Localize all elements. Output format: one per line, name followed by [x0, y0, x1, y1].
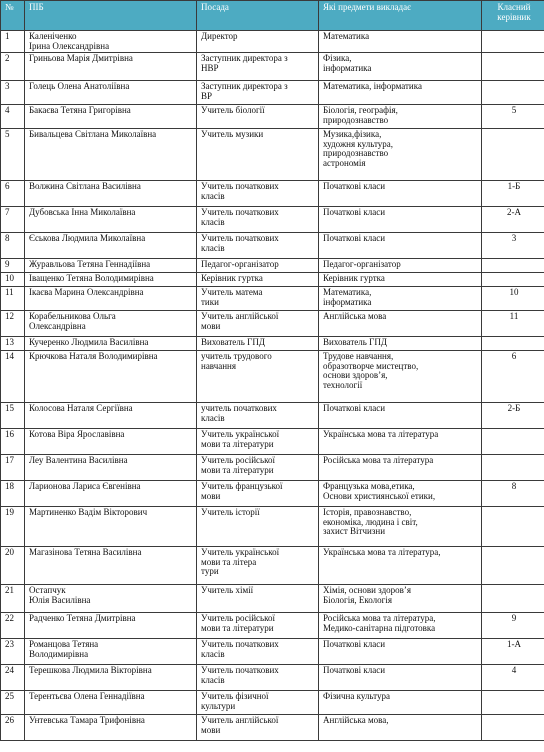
row-number: 2	[1, 53, 25, 81]
header-number: №	[1, 1, 25, 31]
teacher-subjects: Французька мова,етика, Основи християнської етики,	[319, 481, 482, 507]
teacher-position: Учитель хімії	[197, 585, 319, 613]
table-row	[1, 613, 544, 639]
teacher-name: Терешкова Людмила Вікторівна	[25, 665, 197, 691]
table-row	[1, 31, 544, 53]
teacher-position: учитель трудового навчання	[197, 351, 319, 403]
class-assignment	[482, 273, 544, 287]
teacher-position: Учитель англійської мови	[197, 715, 319, 741]
teacher-position: Учитель фізичної культури	[197, 691, 319, 715]
class-assignment	[482, 715, 544, 741]
teacher-name: Каленіченко Ірина Олександрівна	[25, 31, 197, 53]
class-assignment: 4	[482, 665, 544, 691]
teacher-subjects: Англійська мова	[319, 311, 482, 337]
teacher-position: Учитель початкових класів	[197, 639, 319, 665]
row-number: 14	[1, 351, 25, 403]
teacher-position: Учитель початкових класів	[197, 665, 319, 691]
table-row	[1, 481, 544, 507]
table-row	[1, 547, 544, 585]
table-row	[1, 715, 544, 741]
table-row	[1, 691, 544, 715]
teacher-position: Учитель французької мови	[197, 481, 319, 507]
row-number: 10	[1, 273, 25, 287]
teacher-name: Остапчук Юлія Василівна	[25, 585, 197, 613]
row-number: 11	[1, 287, 25, 311]
teacher-position: Учитель початкових класів	[197, 207, 319, 233]
header-subjects: Які предмети викладає	[319, 1, 482, 31]
row-number: 25	[1, 691, 25, 715]
teacher-name: Ікаєва Марина Олександрівна	[25, 287, 197, 311]
teacher-subjects: Керівник гуртка	[319, 273, 482, 287]
teacher-name: Радченко Тетяна Дмитрівна	[25, 613, 197, 639]
teacher-name: Журавльова Тетяна Геннадіївна	[25, 259, 197, 273]
row-number: 23	[1, 639, 25, 665]
table-row	[1, 53, 544, 81]
row-number: 26	[1, 715, 25, 741]
table-row	[1, 665, 544, 691]
teacher-name: Мартиненко Вадім Вікторович	[25, 507, 197, 547]
teacher-subjects: Математика, інформатика	[319, 81, 482, 105]
row-number: 6	[1, 181, 25, 207]
teacher-name: Іващенко Тетяна Володимирівна	[25, 273, 197, 287]
teacher-position: Заступник директора з НВР	[197, 53, 319, 81]
class-assignment	[482, 429, 544, 455]
table-row	[1, 105, 544, 129]
table-header	[1, 1, 544, 31]
class-assignment: 1-Б	[482, 181, 544, 207]
teacher-subjects: Математика, інформатика	[319, 287, 482, 311]
teacher-name: Гриньова Марія Дмитрівна	[25, 53, 197, 81]
table-row	[1, 429, 544, 455]
class-assignment: 1-А	[482, 639, 544, 665]
teacher-name: Леу Валентина Василівна	[25, 455, 197, 481]
teacher-name: Ларионова Лариса Євгенівна	[25, 481, 197, 507]
teacher-position: Учитель української мови та літера тури	[197, 547, 319, 585]
teacher-subjects: Російська мова та література	[319, 455, 482, 481]
teacher-name: Крючкова Наталя Володимирівна	[25, 351, 197, 403]
table-row	[1, 507, 544, 547]
teacher-subjects: Українська мова та література,	[319, 547, 482, 585]
row-number: 9	[1, 259, 25, 273]
class-assignment	[482, 455, 544, 481]
teacher-name: Колосова Наталя Сергіївна	[25, 403, 197, 429]
teacher-subjects: Початкові класи	[319, 665, 482, 691]
table-row	[1, 181, 544, 207]
class-assignment: 2-А	[482, 207, 544, 233]
teacher-name: Бакаєва Тетяна Григорівна	[25, 105, 197, 129]
class-assignment: 8	[482, 481, 544, 507]
class-assignment	[482, 31, 544, 53]
class-assignment	[482, 507, 544, 547]
teacher-subjects: Вихователь ГПД	[319, 337, 482, 351]
row-number: 3	[1, 81, 25, 105]
row-number: 19	[1, 507, 25, 547]
row-number: 12	[1, 311, 25, 337]
class-assignment: 6	[482, 351, 544, 403]
row-number: 16	[1, 429, 25, 455]
teacher-position: Учитель англійської мови	[197, 311, 319, 337]
teacher-position: Учитель початкових класів	[197, 181, 319, 207]
teacher-name: Бивальцева Світлана Миколаївна	[25, 129, 197, 181]
teacher-subjects: Англійська мова,	[319, 715, 482, 741]
class-assignment	[482, 81, 544, 105]
teacher-name: Єськова Людмила Миколаївна	[25, 233, 197, 259]
table-row	[1, 129, 544, 181]
teacher-position: Учитель біології	[197, 105, 319, 129]
table-row	[1, 455, 544, 481]
row-number: 13	[1, 337, 25, 351]
teacher-name: Кучеренко Людмила Василівна	[25, 337, 197, 351]
teacher-subjects: Трудове навчання, образотворче мистецтво, основи здоров’я, технології	[319, 351, 482, 403]
class-assignment: 3	[482, 233, 544, 259]
row-number: 18	[1, 481, 25, 507]
table-row	[1, 311, 544, 337]
class-assignment: 11	[482, 311, 544, 337]
teacher-name: Романцова Тетяна Володимирівна	[25, 639, 197, 665]
teacher-position: Учитель української мови та літератури	[197, 429, 319, 455]
header-name: ПІБ	[25, 1, 197, 31]
row-number: 21	[1, 585, 25, 613]
teacher-subjects: Українська мова та література	[319, 429, 482, 455]
teacher-name: Корабельникова Ольга Олександрівна	[25, 311, 197, 337]
table-row	[1, 585, 544, 613]
teacher-name: Волжина Світлана Василівна	[25, 181, 197, 207]
teacher-name: Котова Віра Ярославівна	[25, 429, 197, 455]
teacher-name: Унтевська Тамара Трифонівна	[25, 715, 197, 741]
class-assignment	[482, 129, 544, 181]
table-row	[1, 403, 544, 429]
teacher-subjects: Математика	[319, 31, 482, 53]
table-row	[1, 337, 544, 351]
class-assignment	[482, 337, 544, 351]
teacher-position: Учитель російської мови та літератури	[197, 455, 319, 481]
table-row	[1, 233, 544, 259]
table-row	[1, 287, 544, 311]
header-class-teacher: Класний керівник	[482, 1, 544, 31]
header-position: Посада	[197, 1, 319, 31]
class-assignment: 5	[482, 105, 544, 129]
table-row	[1, 81, 544, 105]
teacher-position: Заступник директора з ВР	[197, 81, 319, 105]
row-number: 8	[1, 233, 25, 259]
teacher-position: Директор	[197, 31, 319, 53]
teacher-name: Терентьєва Олена Геннадіївна	[25, 691, 197, 715]
class-assignment	[482, 53, 544, 81]
teacher-position: Учитель матема тики	[197, 287, 319, 311]
row-number: 15	[1, 403, 25, 429]
table-row	[1, 639, 544, 665]
teacher-position: Учитель історії	[197, 507, 319, 547]
teacher-position: Керівник гуртка	[197, 273, 319, 287]
table-row	[1, 259, 544, 273]
teacher-position: Учитель музики	[197, 129, 319, 181]
teacher-subjects: Фізика, інформатика	[319, 53, 482, 81]
teacher-subjects: Фізична культура	[319, 691, 482, 715]
teacher-subjects: Початкові класи	[319, 403, 482, 429]
teacher-subjects: Початкові класи	[319, 639, 482, 665]
teacher-subjects: Російська мова та література, Медико-санітарна підготовка	[319, 613, 482, 639]
table-row	[1, 207, 544, 233]
teacher-subjects: Біологія, географія, природознавство	[319, 105, 482, 129]
class-assignment: 10	[482, 287, 544, 311]
teacher-position: учитель початкових класів	[197, 403, 319, 429]
teacher-name: Магазінова Тетяна Василівна	[25, 547, 197, 585]
table-body	[1, 31, 544, 741]
teacher-subjects: Хімія, основи здоров’я Біологія, Екологія	[319, 585, 482, 613]
row-number: 20	[1, 547, 25, 585]
teacher-subjects: Музика,фізика, художня культура, природознавство астрономія	[319, 129, 482, 181]
teacher-subjects: Історія, правознавство, економіка, людина і світ, захист Вітчизни	[319, 507, 482, 547]
teacher-subjects: Педагог-організатор	[319, 259, 482, 273]
class-assignment	[482, 691, 544, 715]
teacher-subjects: Початкові класи	[319, 207, 482, 233]
teacher-position: Учитель початкових класів	[197, 233, 319, 259]
class-assignment	[482, 259, 544, 273]
row-number: 4	[1, 105, 25, 129]
class-assignment	[482, 585, 544, 613]
row-number: 24	[1, 665, 25, 691]
teacher-name: Голець Олена Анатоліївна	[25, 81, 197, 105]
row-number: 22	[1, 613, 25, 639]
class-assignment: 2-Б	[482, 403, 544, 429]
table-row	[1, 273, 544, 287]
teacher-name: Дубовська Інна Миколаївна	[25, 207, 197, 233]
class-assignment: 9	[482, 613, 544, 639]
header-row	[1, 1, 544, 31]
teacher-position: Учитель російської мови та літератури	[197, 613, 319, 639]
table-row	[1, 351, 544, 403]
teacher-position: Вихователь ГПД	[197, 337, 319, 351]
teacher-position: Педагог-організатор	[197, 259, 319, 273]
class-assignment	[482, 547, 544, 585]
row-number: 7	[1, 207, 25, 233]
teacher-subjects: Початкові класи	[319, 181, 482, 207]
row-number: 1	[1, 31, 25, 53]
row-number: 5	[1, 129, 25, 181]
row-number: 17	[1, 455, 25, 481]
teacher-subjects: Початкові класи	[319, 233, 482, 259]
